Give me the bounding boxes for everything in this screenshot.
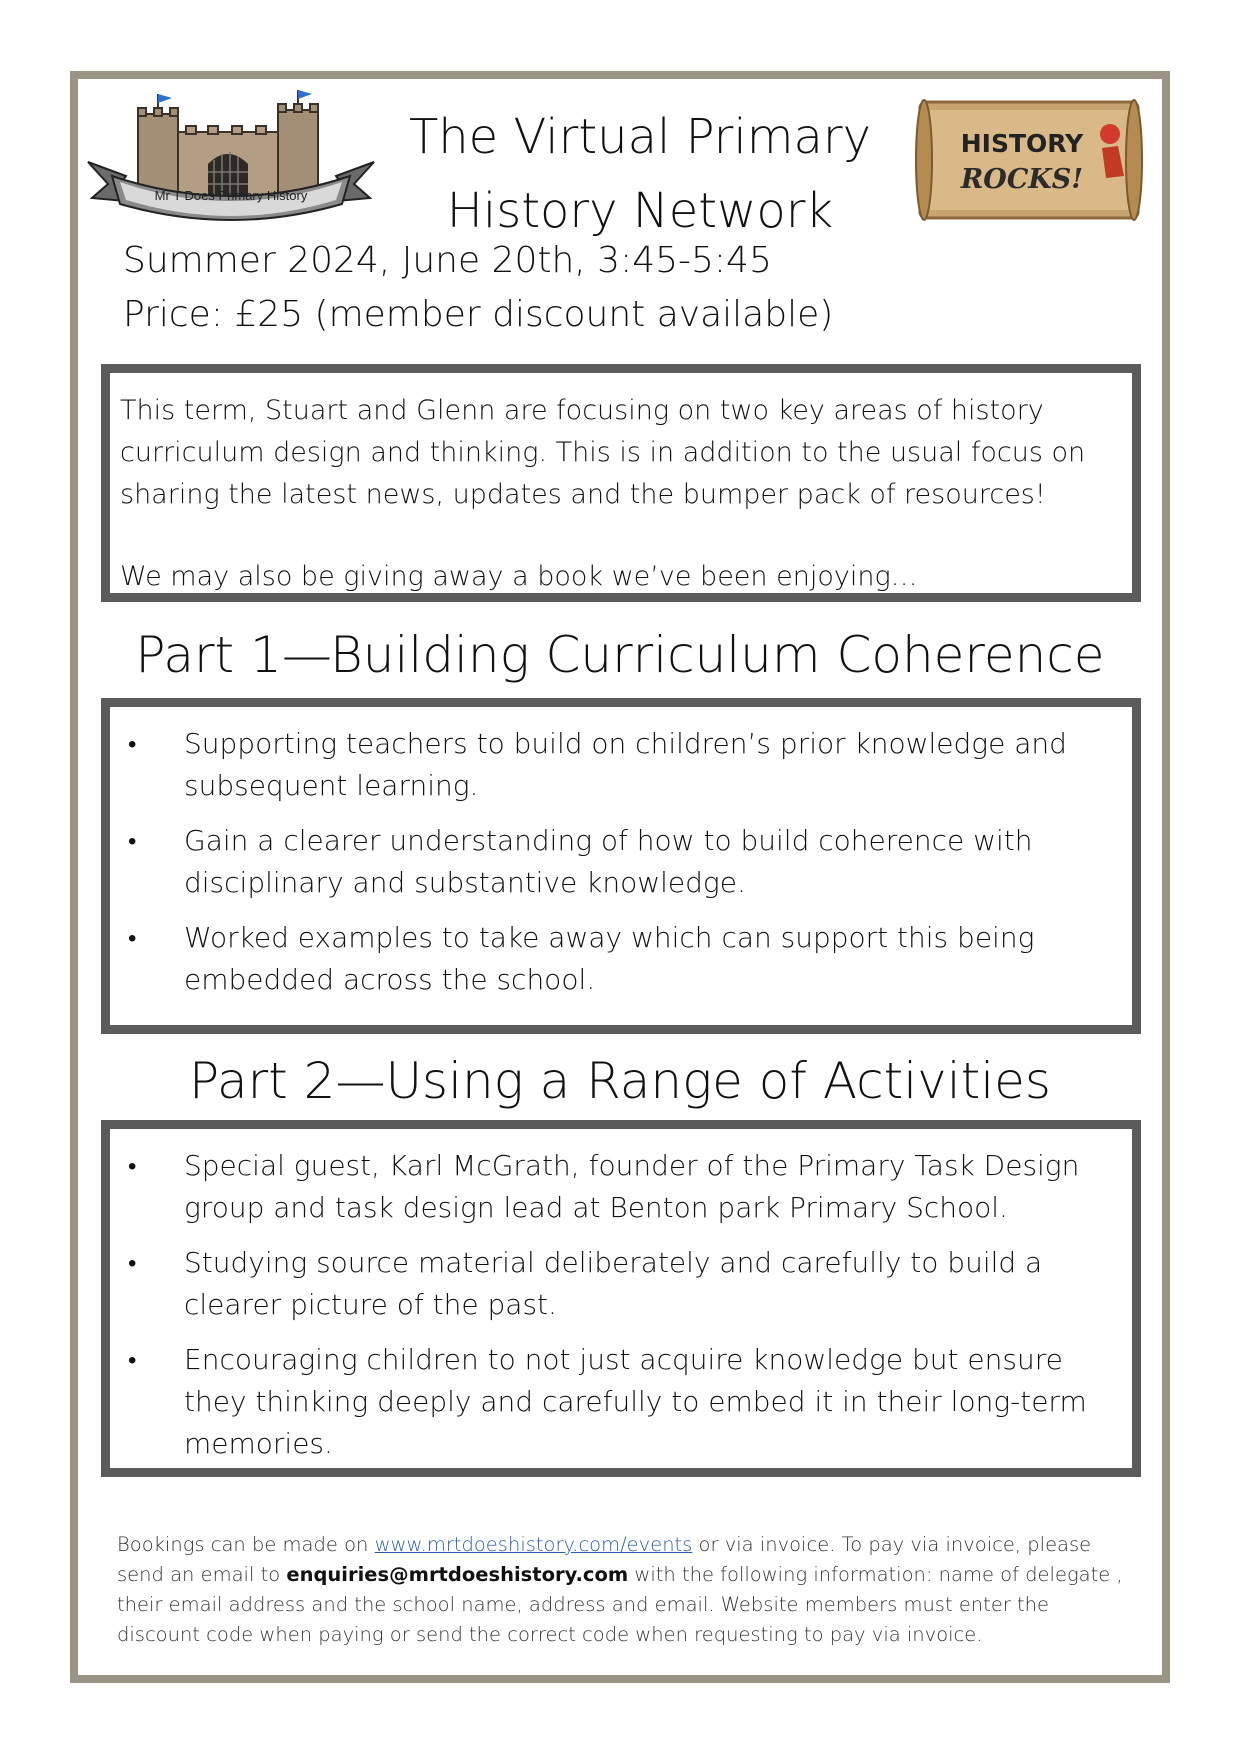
event-date: Summer 2024, June 20th, 3:45-5:45 xyxy=(123,240,772,281)
part2-box xyxy=(101,1120,1141,1477)
booking-info xyxy=(117,1530,1137,1650)
list-item xyxy=(120,723,1112,807)
list-item xyxy=(120,820,1112,904)
bullet-icon: • xyxy=(128,1346,137,1374)
bullet-icon: • xyxy=(128,1249,137,1277)
page-title xyxy=(380,100,900,248)
list-item-text: Gain a clearer understanding of how to build coherence with disciplinary and substantive knowledge. xyxy=(184,824,1033,899)
list-item xyxy=(120,917,1112,1001)
intro-box xyxy=(101,364,1141,602)
castle-logo xyxy=(86,86,376,226)
intro-paragraph-1: This term, Stuart and Glenn are focusing on two key areas of history curriculum design and thinking. This is in addition to the usual focus on sharing the latest news, updates and the bumper pack of resources! xyxy=(120,395,1086,510)
list-item-text: Special guest, Karl McGrath, founder of the Primary Task Design group and task design lead at Benton park Primary School. xyxy=(184,1149,1080,1224)
bullet-icon: • xyxy=(128,924,137,952)
footer-text-2: or via invoice. To pay via invoice, please send an email to xyxy=(117,1533,1092,1586)
list-item-text: Studying source material deliberately and carefully to build a clearer picture of the past. xyxy=(184,1246,1043,1321)
event-price: Price: £25 (member discount available) xyxy=(123,294,834,335)
intro-paragraph-2: We may also be giving away a book we’ve been enjoying… xyxy=(120,561,918,592)
title-line-2: History Network xyxy=(446,183,834,239)
part1-box xyxy=(101,698,1141,1034)
events-link[interactable]: www.mrtdoeshistory.com/events xyxy=(374,1533,693,1556)
footer-text-1: Bookings can be made on xyxy=(117,1533,375,1556)
enquiries-email[interactable]: enquiries@mrtdoeshistory.com xyxy=(286,1563,629,1586)
list-item-text: Worked examples to take away which can support this being embedded across the school. xyxy=(184,921,1035,996)
history-rocks-logo xyxy=(914,92,1144,228)
logo-rocks-text: ROCKS! xyxy=(960,164,1084,195)
logo-history-text: HISTORY xyxy=(960,129,1084,158)
list-item-text: Encouraging children to not just acquire knowledge but ensure they thinking deeply and carefully to embed it in their long-term memories. xyxy=(184,1343,1087,1460)
list-item-text: Supporting teachers to build on children’s prior knowledge and subsequent learning. xyxy=(184,727,1067,802)
part1-heading: Part 1—Building Curriculum Coherence xyxy=(135,626,1105,684)
list-item xyxy=(120,1339,1112,1465)
bullet-icon: • xyxy=(128,827,137,855)
bullet-icon: • xyxy=(128,730,137,758)
footer-text-3: with the following information: name of delegate , their email address and the school name, address and email. Website members must enter the discount code when paying or send the correct code when requesting to pay via invoice. xyxy=(117,1563,1123,1646)
title-line-1: The Virtual Primary xyxy=(408,109,872,165)
list-item xyxy=(120,1242,1112,1326)
bullet-icon: • xyxy=(128,1152,137,1180)
list-item xyxy=(120,1145,1112,1229)
part2-heading: Part 2—Using a Range of Activities xyxy=(189,1052,1051,1110)
castle-logo-text: Mr T Does Primary History xyxy=(154,188,308,203)
